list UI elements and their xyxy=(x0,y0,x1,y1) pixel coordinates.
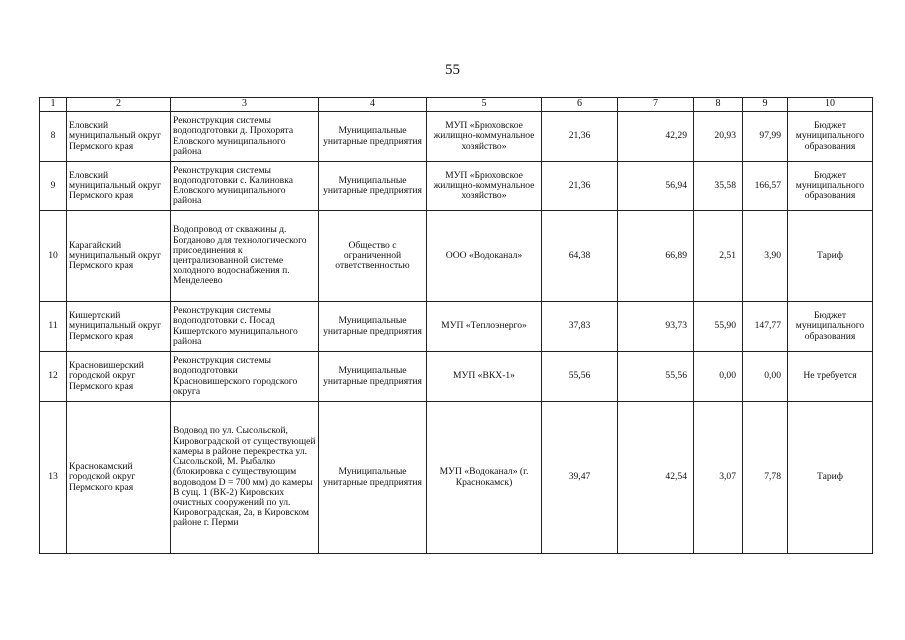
org-type-cell: Муниципальные унитарные предприятия xyxy=(319,112,427,162)
source-cell: Бюджет муниципального образования xyxy=(788,162,873,211)
header-row xyxy=(40,98,873,112)
row-number: 12 xyxy=(40,352,67,402)
project-cell: Водовод по ул. Сысольской, Кировоградской от существующей камеры в районе перекрестка ул. Сысольской, М. Рыбалко (блокировка с существующим водоводом D = 700 мм) до камеры В сущ. 1 (ВК-2) Кировских очистных сооружений по ул. Кировоградская, 2а, в Кировском районе г. Перми xyxy=(171,402,319,554)
row-number: 13 xyxy=(40,402,67,554)
project-cell: Водопровод от скважины д. Богданово для технологического присоединения к централизованной системе холодного водоснабжения п. Менделеево xyxy=(171,211,319,302)
header-cell: 2 xyxy=(67,98,171,112)
projects-table xyxy=(39,97,873,554)
value-cell: 147,77 xyxy=(743,302,788,352)
project-cell: Реконструкция системы водоподготовки д. Прохорята Еловского муниципального района xyxy=(171,112,319,162)
value-cell: 3,07 xyxy=(694,402,743,554)
header-cell: 7 xyxy=(618,98,694,112)
project-cell: Реконструкция системы водоподготовки Красновишерского городского округа xyxy=(171,352,319,402)
org-type-cell: Муниципальные унитарные предприятия xyxy=(319,352,427,402)
header-cell: 6 xyxy=(542,98,618,112)
value-cell: 56,94 xyxy=(618,162,694,211)
value-cell: 66,89 xyxy=(618,211,694,302)
territory-cell: Краснокамский городской округ Пермского края xyxy=(67,402,171,554)
header-cell: 5 xyxy=(427,98,542,112)
row-number: 11 xyxy=(40,302,67,352)
territory-cell: Красновишерский городской округ Пермского края xyxy=(67,352,171,402)
value-cell: 20,93 xyxy=(694,112,743,162)
org-cell: МУП «Теплоэнерго» xyxy=(427,302,542,352)
value-cell: 7,78 xyxy=(743,402,788,554)
table-row xyxy=(40,162,873,211)
value-cell: 0,00 xyxy=(743,352,788,402)
value-cell: 42,29 xyxy=(618,112,694,162)
org-type-cell: Муниципальные унитарные предприятия xyxy=(319,402,427,554)
value-cell: 21,36 xyxy=(542,112,618,162)
project-cell: Реконструкция системы водоподготовки с. Калиновка Еловского муниципального района xyxy=(171,162,319,211)
source-cell: Тариф xyxy=(788,211,873,302)
value-cell: 55,90 xyxy=(694,302,743,352)
header-cell: 8 xyxy=(694,98,743,112)
org-cell: МУП «Брюховское жилищно-коммунальное хозяйство» xyxy=(427,112,542,162)
territory-cell: Кишертский муниципальный округ Пермского края xyxy=(67,302,171,352)
project-cell: Реконструкция системы водоподготовки с. Посад Кишертского муниципального района xyxy=(171,302,319,352)
org-cell: МУП «Брюховское жилищно-коммунальное хозяйство» xyxy=(427,162,542,211)
table-row xyxy=(40,112,873,162)
row-number: 9 xyxy=(40,162,67,211)
header-cell: 1 xyxy=(40,98,67,112)
value-cell: 97,99 xyxy=(743,112,788,162)
value-cell: 37,83 xyxy=(542,302,618,352)
value-cell: 2,51 xyxy=(694,211,743,302)
header-cell: 3 xyxy=(171,98,319,112)
org-type-cell: Муниципальные унитарные предприятия xyxy=(319,162,427,211)
value-cell: 42,54 xyxy=(618,402,694,554)
source-cell: Не требуется xyxy=(788,352,873,402)
value-cell: 93,73 xyxy=(618,302,694,352)
row-number: 10 xyxy=(40,211,67,302)
value-cell: 55,56 xyxy=(618,352,694,402)
source-cell: Бюджет муниципального образования xyxy=(788,112,873,162)
value-cell: 0,00 xyxy=(694,352,743,402)
territory-cell: Карагайский муниципальный округ Пермского края xyxy=(67,211,171,302)
value-cell: 55,56 xyxy=(542,352,618,402)
row-number: 8 xyxy=(40,112,67,162)
header-cell: 4 xyxy=(319,98,427,112)
value-cell: 166,57 xyxy=(743,162,788,211)
table-row xyxy=(40,211,873,302)
org-type-cell: Муниципальные унитарные предприятия xyxy=(319,302,427,352)
org-cell: МУП «Водоканал» (г. Краснокамск) xyxy=(427,402,542,554)
org-cell: ООО «Водоканал» xyxy=(427,211,542,302)
table-row xyxy=(40,402,873,554)
value-cell: 35,58 xyxy=(694,162,743,211)
territory-cell: Еловский муниципальный округ Пермского края xyxy=(67,112,171,162)
header-cell: 10 xyxy=(788,98,873,112)
value-cell: 64,38 xyxy=(542,211,618,302)
value-cell: 39,47 xyxy=(542,402,618,554)
table-row xyxy=(40,352,873,402)
territory-cell: Еловский муниципальный округ Пермского края xyxy=(67,162,171,211)
table-row xyxy=(40,302,873,352)
org-type-cell: Общество с ограниченной ответственностью xyxy=(319,211,427,302)
value-cell: 21,36 xyxy=(542,162,618,211)
source-cell: Тариф xyxy=(788,402,873,554)
header-cell: 9 xyxy=(743,98,788,112)
org-cell: МУП «ВКХ-1» xyxy=(427,352,542,402)
value-cell: 3,90 xyxy=(743,211,788,302)
page-number: 55 xyxy=(445,62,460,78)
source-cell: Бюджет муниципального образования xyxy=(788,302,873,352)
